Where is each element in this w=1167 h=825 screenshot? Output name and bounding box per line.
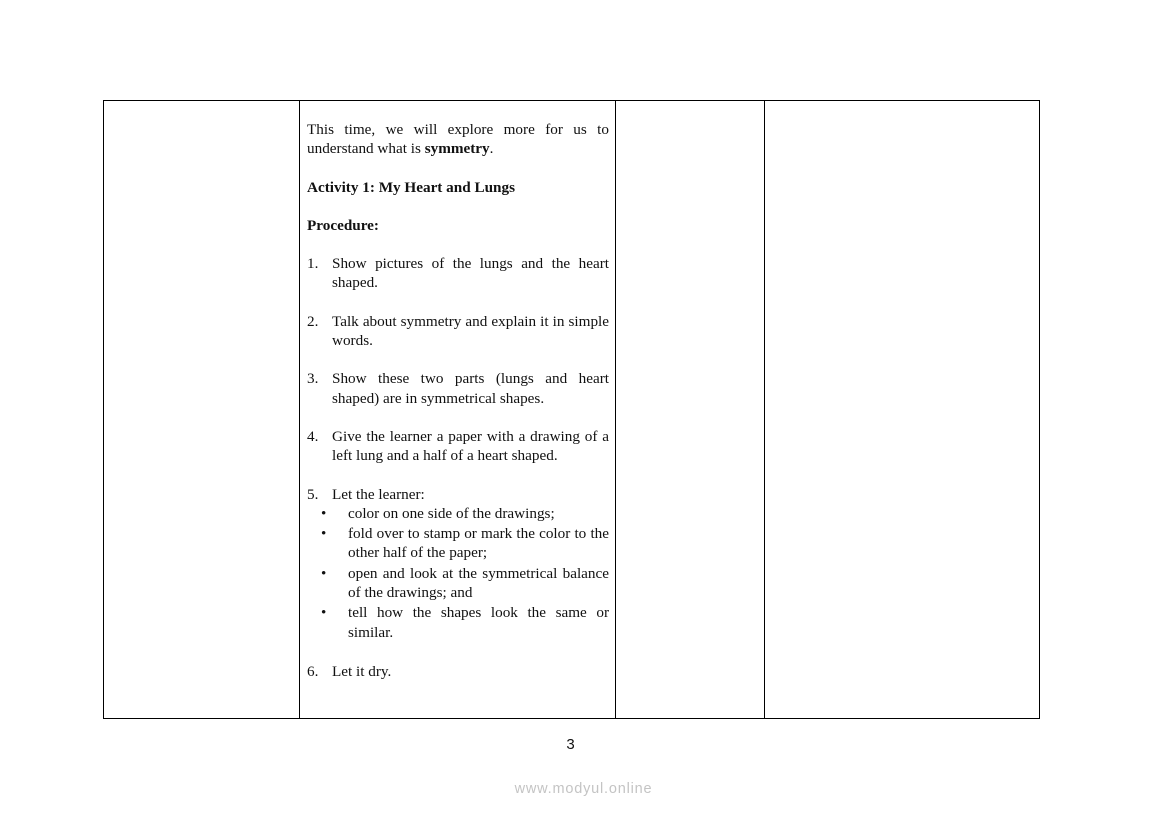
bullet-icon: • [321,504,327,522]
activity-title: Activity 1: My Heart and Lungs [307,178,515,196]
procedure-label: Procedure: [307,216,379,234]
step-1 [307,254,609,293]
step-2 [307,312,609,351]
bullet-text: tell how the shapes look the same or similar. [348,604,609,641]
page-number: 3 [566,736,575,753]
list-item [307,564,609,603]
bullet-icon: • [321,564,327,582]
list-item [307,524,609,563]
step-text: Show pictures of the lungs and the heart shaped. [332,255,609,292]
table-cell-empty-3 [616,101,765,719]
list-item [307,603,609,642]
list-item [307,504,609,523]
intro-end: . [489,140,494,158]
intro-text: This time, we will explore more for us to understand what is [307,121,609,158]
intro-paragraph [307,120,609,159]
step-text: Talk about symmetry and explain it in simple words. [332,312,609,350]
step-5 [307,485,609,504]
step-number: 5. [307,485,319,503]
step-number: 6. [307,662,319,680]
step-number: 3. [307,370,319,388]
bullet-text: open and look at the symmetrical balance of the drawings; and [348,564,609,602]
procedure-content [300,101,615,681]
step-4 [307,427,609,466]
step-number: 4. [307,427,319,445]
bullet-icon: • [321,604,327,622]
bullet-text: fold over to stamp or mark the color to the other half of the paper; [348,525,609,562]
table-cell-empty-4 [765,101,1040,719]
step-text: Let the learner: [332,485,425,503]
bullet-text: color on one side of the drawings; [348,504,555,522]
step-text: Give the learner a paper with a drawing of a left lung and a half of a heart shaped. [332,427,609,465]
step-number: 2. [307,312,319,330]
step-5-bullet-list [307,504,609,642]
table-cell-empty-1 [104,101,300,719]
step-3 [307,369,609,408]
bullet-icon: • [321,525,327,543]
step-6 [307,662,609,681]
watermark: www.modyul.online [514,781,653,797]
intro-keyword: symmetry [424,140,490,158]
step-text: Show these two parts (lungs and heart shaped) are in symmetrical shapes. [332,370,609,407]
lesson-plan-table [103,100,1040,719]
step-text: Let it dry. [332,662,392,680]
table-cell-procedure [300,101,616,719]
table-row [104,101,1040,719]
step-number: 1. [307,255,319,273]
